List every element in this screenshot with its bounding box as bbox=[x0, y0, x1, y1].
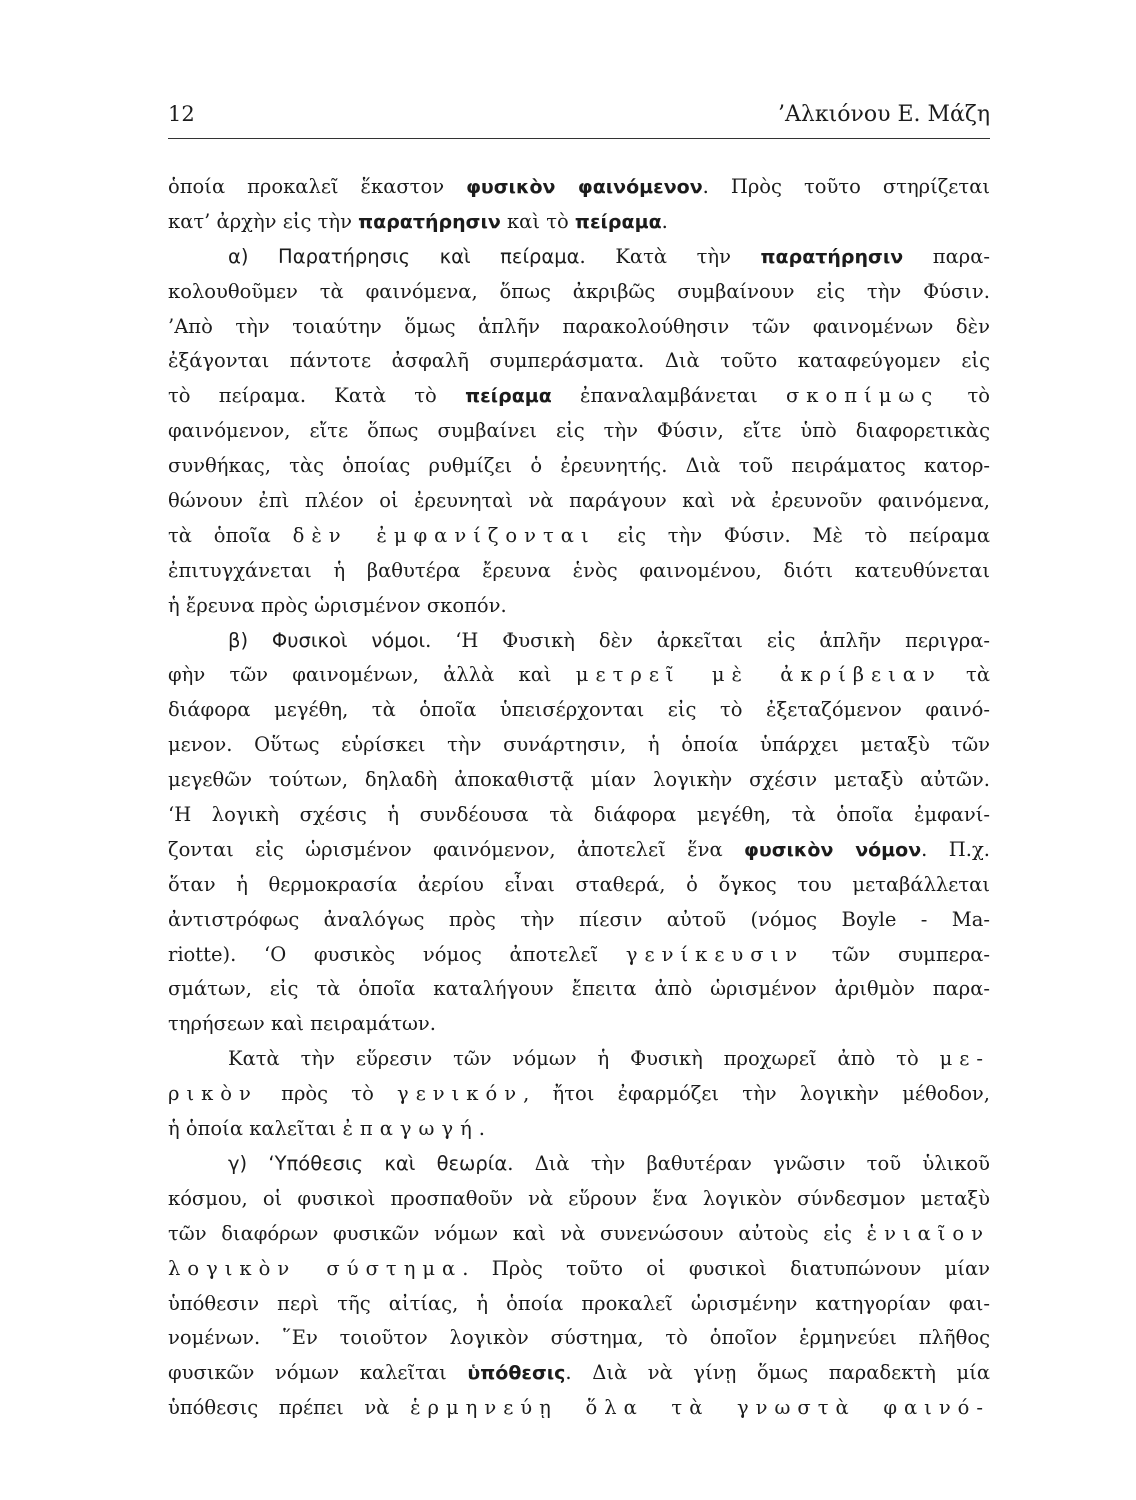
subheading: γ) ‘Υπόθεσις καὶ θεωρία bbox=[228, 1151, 508, 1175]
running-head: ’Αλκιόνου Ε. Μάζη bbox=[778, 102, 990, 127]
text-line: φαινόμενον, εἴτε ὅπως συμβαίνει εἰς τὴν Φύσιν, εἴτε ὑπὸ διαφορετικὰς bbox=[168, 419, 990, 443]
text-line: διάφορα μεγέθη, τὰ ὁποῖα ὑπεισέρχονται εἰς τὸ ἐξεταζόμενον φαινό- bbox=[168, 698, 990, 722]
bold-term: παρατήρησιν bbox=[760, 245, 904, 268]
text-line: ὅταν ἡ θερμοκρασία ἀερίου εἶναι σταθερά, ὁ ὄγκος του μεταβάλλεται bbox=[168, 872, 990, 896]
text-line: τῶν διαφόρων φυσικῶν νόμων καὶ νὰ συνενώσουν αὐτοὺς εἰς ἑνιαῖον bbox=[168, 1221, 990, 1245]
text-line: λογικὸν σύστημα. Πρὸς τοῦτο οἱ φυσικοὶ διατυπώνουν μίαν bbox=[168, 1256, 990, 1280]
text-line: τὸ πείραμα. Κατὰ τὸ πείραμα ἐπαναλαμβάνεται σκοπίμως τὸ bbox=[168, 384, 990, 408]
spaced-term: γενικόν bbox=[397, 1082, 524, 1106]
text-line: τηρήσεων καὶ πειραμάτων. bbox=[168, 1012, 436, 1036]
spaced-term: σκοπίμως bbox=[786, 384, 940, 408]
text-line: ἡ ὁποία καλεῖται ἐπαγωγή. bbox=[168, 1117, 485, 1141]
text-line: ἐξάγονται πάντοτε ἀσφαλῆ συμπεράσματα. Διὰ τοῦτο καταφεύγομεν εἰς bbox=[168, 349, 990, 373]
page-number: 12 bbox=[168, 102, 195, 126]
text-line: σμάτων, εἰς τὰ ὁποῖα καταλήγουν ἔπειτα ἀπὸ ὡρισμένον ἀριθμὸν παρα- bbox=[168, 977, 990, 1001]
text-line: κατ’ ἀρχὴν εἰς τὴν παρατήρησιν καὶ τὸ πείραμα. bbox=[168, 209, 668, 233]
spaced-term: μετρεῖ μὲ ἀκρίβειαν bbox=[575, 663, 942, 687]
text-line: θώνουν ἐπὶ πλέον οἱ ἐρευνηταὶ νὰ παράγουν καὶ νὰ ἐρευνοῦν φαινόμενα, bbox=[168, 489, 990, 513]
subheading: α) Παρατήρησις καὶ πείραμα bbox=[228, 244, 580, 268]
text-line: riotte). ‘Ο φυσικὸς νόμος ἀποτελεῖ γενίκευσιν τῶν συμπερα- bbox=[168, 942, 990, 966]
bold-term: φυσικὸν νόμον bbox=[744, 838, 922, 861]
text-line: συνθήκας, τὰς ὁποίας ρυθμίζει ὁ ἐρευνητής. Διὰ τοῦ πειράματος κατορ- bbox=[168, 454, 990, 478]
bold-term: πείραμα bbox=[574, 210, 662, 233]
bold-term: φυσικὸν φαινόμενον bbox=[466, 176, 703, 198]
spaced-term: γενίκευσιν bbox=[625, 942, 805, 966]
spaced-term: λογικὸν σύστημα bbox=[168, 1256, 463, 1280]
spaced-term: ρικὸν bbox=[168, 1082, 258, 1106]
spaced-term: ἑνιαῖον bbox=[866, 1221, 990, 1245]
page-header bbox=[168, 100, 990, 139]
text-line: μεγεθῶν τούτων, δηλαδὴ ἀποκαθιστᾷ μίαν λογικὴν σχέσιν μεταξὺ αὐτῶν. bbox=[168, 768, 990, 792]
text-line: ρικὸν πρὸς τὸ γενικόν, ἤτοι ἐφαρμόζει τὴν λογικὴν μέθοδον, bbox=[168, 1082, 990, 1106]
text-line: φυσικῶν νόμων καλεῖται ὑπόθεσις. Διὰ νὰ γίνῃ ὅμως παραδεκτὴ μία bbox=[168, 1361, 990, 1385]
text-line: ‘Η λογικὴ σχέσις ἡ συνδέουσα τὰ διάφορα μεγέθη, τὰ ὁποῖα ἐμφανί- bbox=[168, 803, 990, 827]
text-line: νομένων. ῞Εν τοιοῦτον λογικὸν σύστημα, τὸ ὁποῖον ἑρμηνεύει πλῆθος bbox=[168, 1326, 990, 1350]
spaced-term: ἐπαγωγή bbox=[342, 1117, 479, 1141]
text-line: τὰ ὁποῖα δὲν ἐμφανίζονται εἰς τὴν Φύσιν. Μὲ τὸ πείραμα bbox=[168, 523, 990, 547]
text-line: φὴν τῶν φαινομένων, ἀλλὰ καὶ μετρεῖ μὲ ἀκρίβειαν τὰ bbox=[168, 663, 990, 687]
text-line: Κατὰ τὴν εὕρεσιν τῶν νόμων ἡ Φυσικὴ προχωρεῖ ἀπὸ τὸ με- bbox=[228, 1047, 990, 1071]
text-line: ’Απὸ τὴν τοιαύτην ὅμως ἁπλῆν παρακολούθησιν τῶν φαινομένων δὲν bbox=[168, 314, 990, 338]
text-line: μενον. Οὕτως εὑρίσκει τὴν συνάρτησιν, ἡ ὁποία ὑπάρχει μεταξὺ τῶν bbox=[168, 733, 990, 757]
text-line: ἡ ἔρευνα πρὸς ὡρισμένον σκοπόν. bbox=[168, 593, 507, 617]
text-line: ἐπιτυγχάνεται ἡ βαθυτέρα ἔρευνα ἑνὸς φαινομένου, διότι κατευθύνεται bbox=[168, 558, 990, 582]
spaced-term: με- bbox=[939, 1047, 990, 1071]
bold-term: πείραμα bbox=[465, 385, 552, 408]
subheading-line: β) Φυσικοὶ νόμοι. ‘Η Φυσικὴ δὲν ἀρκεῖται εἰς ἁπλῆν περιγρα- bbox=[228, 628, 990, 652]
subheading-line: γ) ‘Υπόθεσις καὶ θεωρία. Διὰ τὴν βαθυτέραν γνῶσιν τοῦ ὑλικοῦ bbox=[228, 1151, 990, 1175]
bold-term: ὑπόθεσις bbox=[467, 1362, 566, 1385]
subheading: β) Φυσικοὶ νόμοι bbox=[228, 628, 426, 652]
text-line: ὁποία προκαλεῖ ἕκαστον φυσικὸν φαινόμενον. Πρὸς τοῦτο στηρίζεται bbox=[168, 175, 990, 198]
text-line: ζονται εἰς ὡρισμένον φαινόμενον, ἀποτελεῖ ἕνα φυσικὸν νόμον. Π.χ. bbox=[168, 837, 990, 861]
spaced-term: δὲν ἐμφανίζονται bbox=[292, 523, 596, 547]
text-line: ὑπόθεσιν περὶ τῆς αἰτίας, ἡ ὁποία προκαλεῖ ὡρισμένην κατηγορίαν φαι- bbox=[168, 1291, 990, 1315]
text-line: κολουθοῦμεν τὰ φαινόμενα, ὅπως ἀκριβῶς συμβαίνουν εἰς τὴν Φύσιν. bbox=[168, 279, 990, 303]
subheading-line: α) Παρατήρησις καὶ πείραμα. Κατὰ τὴν παρατήρησιν παρα- bbox=[228, 244, 990, 268]
text-line: κόσμου, οἱ φυσικοὶ προσπαθοῦν νὰ εὕρουν ἕνα λογικὸν σύνδεσμον μεταξὺ bbox=[168, 1186, 990, 1210]
text-line: ἀντιστρόφως ἀναλόγως πρὸς τὴν πίεσιν αὐτοῦ (νόμος Boyle - Ma- bbox=[168, 907, 990, 931]
bold-term: παρατήρησιν bbox=[358, 210, 501, 233]
text-line: ὑπόθεσις πρέπει νὰ ἑρμηνεύῃ ὅλα τὰ γνωστὰ φαινό- bbox=[168, 1396, 990, 1420]
body-text bbox=[168, 170, 990, 1426]
spaced-term: ἑρμηνεύῃ ὅλα τὰ γνωστὰ φαινό- bbox=[410, 1396, 990, 1420]
